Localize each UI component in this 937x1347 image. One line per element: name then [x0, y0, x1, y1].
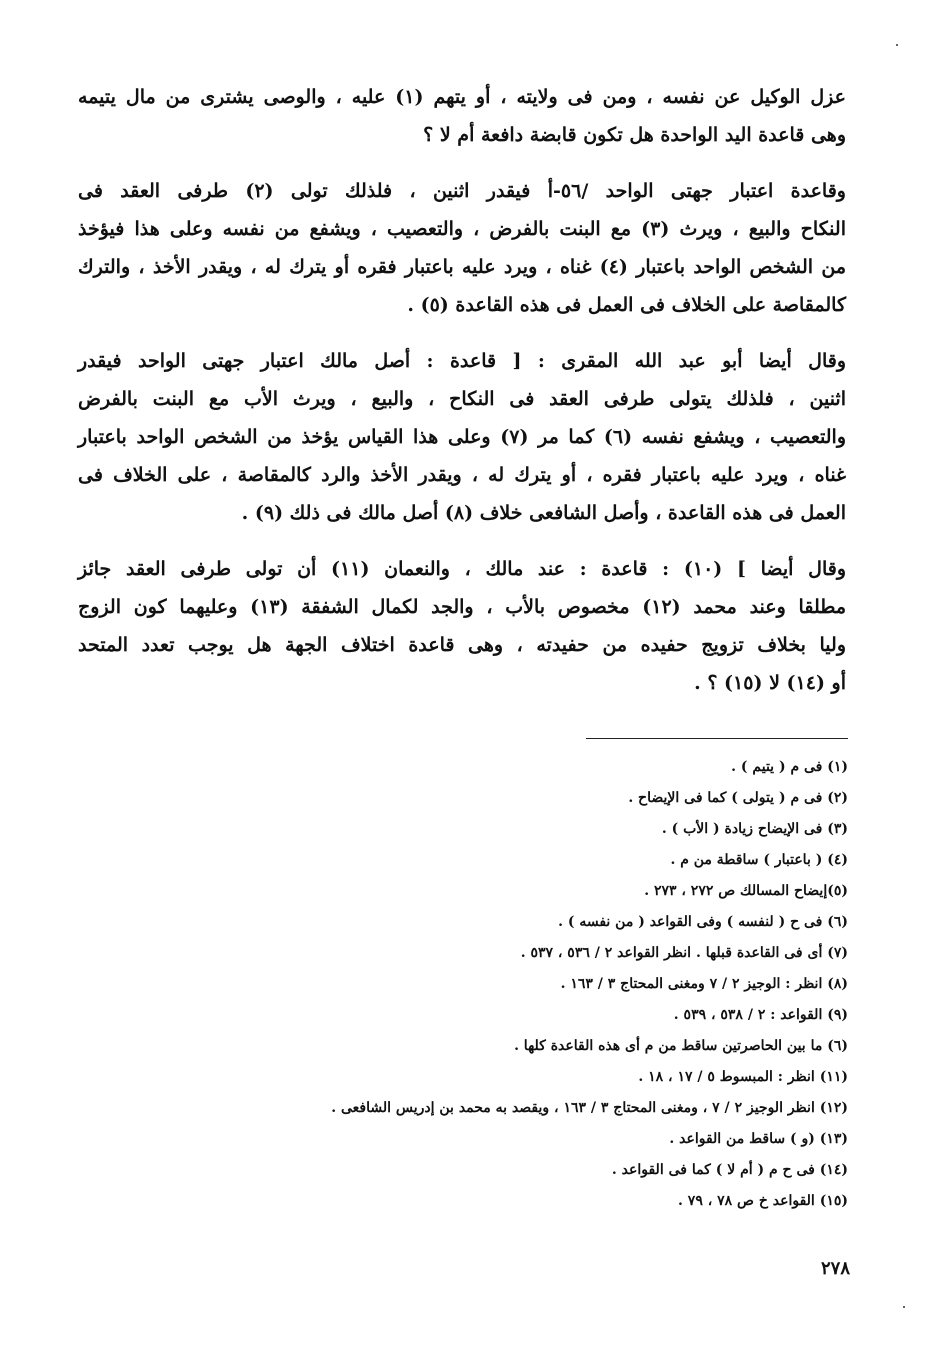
- footnotes: [180, 752, 848, 1217]
- footnote: (٢) فى م ( يتولى ) كما فى الإيضاح .: [628, 790, 848, 806]
- text-line: وقال أيضا ] (١٠) : قاعدة : عند مالك ، والنعمان (١١) أن تولى طرفى العقد جائز: [78, 558, 846, 580]
- text-line: وقال أيضا أبو عبد الله المقرى : [ قاعدة : أصل مالك اعتبار جهتى الواحد فيقدر: [78, 350, 846, 372]
- text-line: من الشخص الواحد باعتبار (٤) غناه ، ويرد عليه باعتبار فقره أو يترك له ، ويقدر الأخذ ، والترك: [78, 256, 847, 278]
- text-line: وهى قاعدة اليد الواحدة هل تكون قابضة دافعة أم لا ؟: [423, 124, 846, 146]
- text-line: كالمقاصة على الخلاف فى العمل فى هذه القاعدة (٥) .: [407, 294, 846, 316]
- text-line: العمل فى هذه القاعدة ، وأصل الشافعى خلاف (٨) أصل مالك فى ذلك (٩) .: [241, 502, 846, 524]
- text-line: والتعصيب ، ويشفع نفسه (٦) كما مر (٧) وعلى هذا القياس يؤخذ من الشخص الواحد باعتبار: [78, 426, 847, 448]
- page-number: ٢٧٨: [820, 1258, 850, 1279]
- scan-speck: [896, 44, 898, 46]
- paragraph: [78, 550, 846, 702]
- text-line: أو (١٤) لا (١٥) ؟ .: [694, 672, 846, 694]
- footnote: (١٥) القواعد خ ص ٧٨ ، ٧٩ .: [678, 1193, 848, 1209]
- footnote: (١٢) انظر الوجيز ٢ / ٧ ، ومغنى المحتاج ٣ / ١٦٣ ، ويقصد به محمد بن إدريس الشافعى .: [331, 1100, 848, 1116]
- footnote: (١٤) فى ح م ( أم لا ) كما فى القواعد .: [611, 1162, 848, 1178]
- main-text: [78, 78, 846, 702]
- text-line: عزل الوكيل عن نفسه ، ومن فى ولايته ، أو يتهم (١) عليه ، والوصى يشترى من مال يتيمه: [78, 86, 846, 108]
- footnote: (٦) فى ح ( لنفسه ) وفى القواعد ( من نفسه ) .: [558, 914, 848, 930]
- text-line: وقاعدة اعتبار جهتى الواحد /٥٦-أ فيقدر اثنين ، فلذلك تولى (٢) طرفى العقد فى: [78, 180, 846, 202]
- paragraph: [78, 78, 846, 154]
- footnote: (١٣) (و ) ساقط من القواعد .: [669, 1131, 848, 1147]
- footnote: (٥)إيضاح المسالك ص ٢٧٢ ، ٢٧٣ .: [644, 883, 848, 899]
- paragraph: [78, 342, 846, 532]
- text-line: مطلقا وعند محمد (١٢) مخصوص بالأب ، والجد لكمال الشفقة (١٣) وعليهما كون الزوج: [78, 596, 847, 618]
- footnote: (٦) ما بين الحاصرتين ساقط من م أى هذه القاعدة كلها .: [514, 1038, 848, 1054]
- text-line: غناه ، ويرد عليه باعتبار فقره ، أو يترك له ، ويقدر الأخذ والرد كالمقاصة ، على الخلاف فى: [78, 464, 846, 486]
- footnote: (٩) القواعد : ٢ / ٥٣٨ ، ٥٣٩ .: [673, 1007, 848, 1023]
- paragraph: [78, 172, 846, 324]
- footnote: (١) فى م ( يتيم ) .: [731, 759, 848, 775]
- footnote: (١١) انظر : المبسوط ٥ / ١٧ ، ١٨ .: [638, 1069, 848, 1085]
- footnote-divider: [586, 738, 848, 739]
- text-line: النكاح والبيع ، ويرث (٣) مع البنت بالفرض ، والتعصيب ، ويشفع من نفسه وعلى هذا فيؤخذ: [78, 218, 846, 240]
- text-line: وليا بخلاف تزويج حفيده من حفيدته ، وهى قاعدة اختلاف الجهة هل يوجب تعدد المتحد: [78, 634, 846, 656]
- footnote: (٧) أى فى القاعدة قبلها . انظر القواعد ٢ / ٥٣٦ ، ٥٣٧ .: [520, 945, 848, 961]
- footnote: (٤) ( باعتبار ) ساقطة من م .: [670, 852, 848, 868]
- text-line: اثنين ، فلذلك يتولى طرفى العقد فى النكاح ، والبيع ، ويرث الأب مع البنت بالفرض: [78, 388, 846, 410]
- footnote: (٨) انظر : الوجيز ٢ / ٧ ومغنى المحتاج ٣ / ١٦٣ .: [560, 976, 848, 992]
- footnote: (٣) فى الإيضاح زيادة ( الأب ) .: [661, 821, 848, 837]
- scan-speck: [903, 1306, 905, 1308]
